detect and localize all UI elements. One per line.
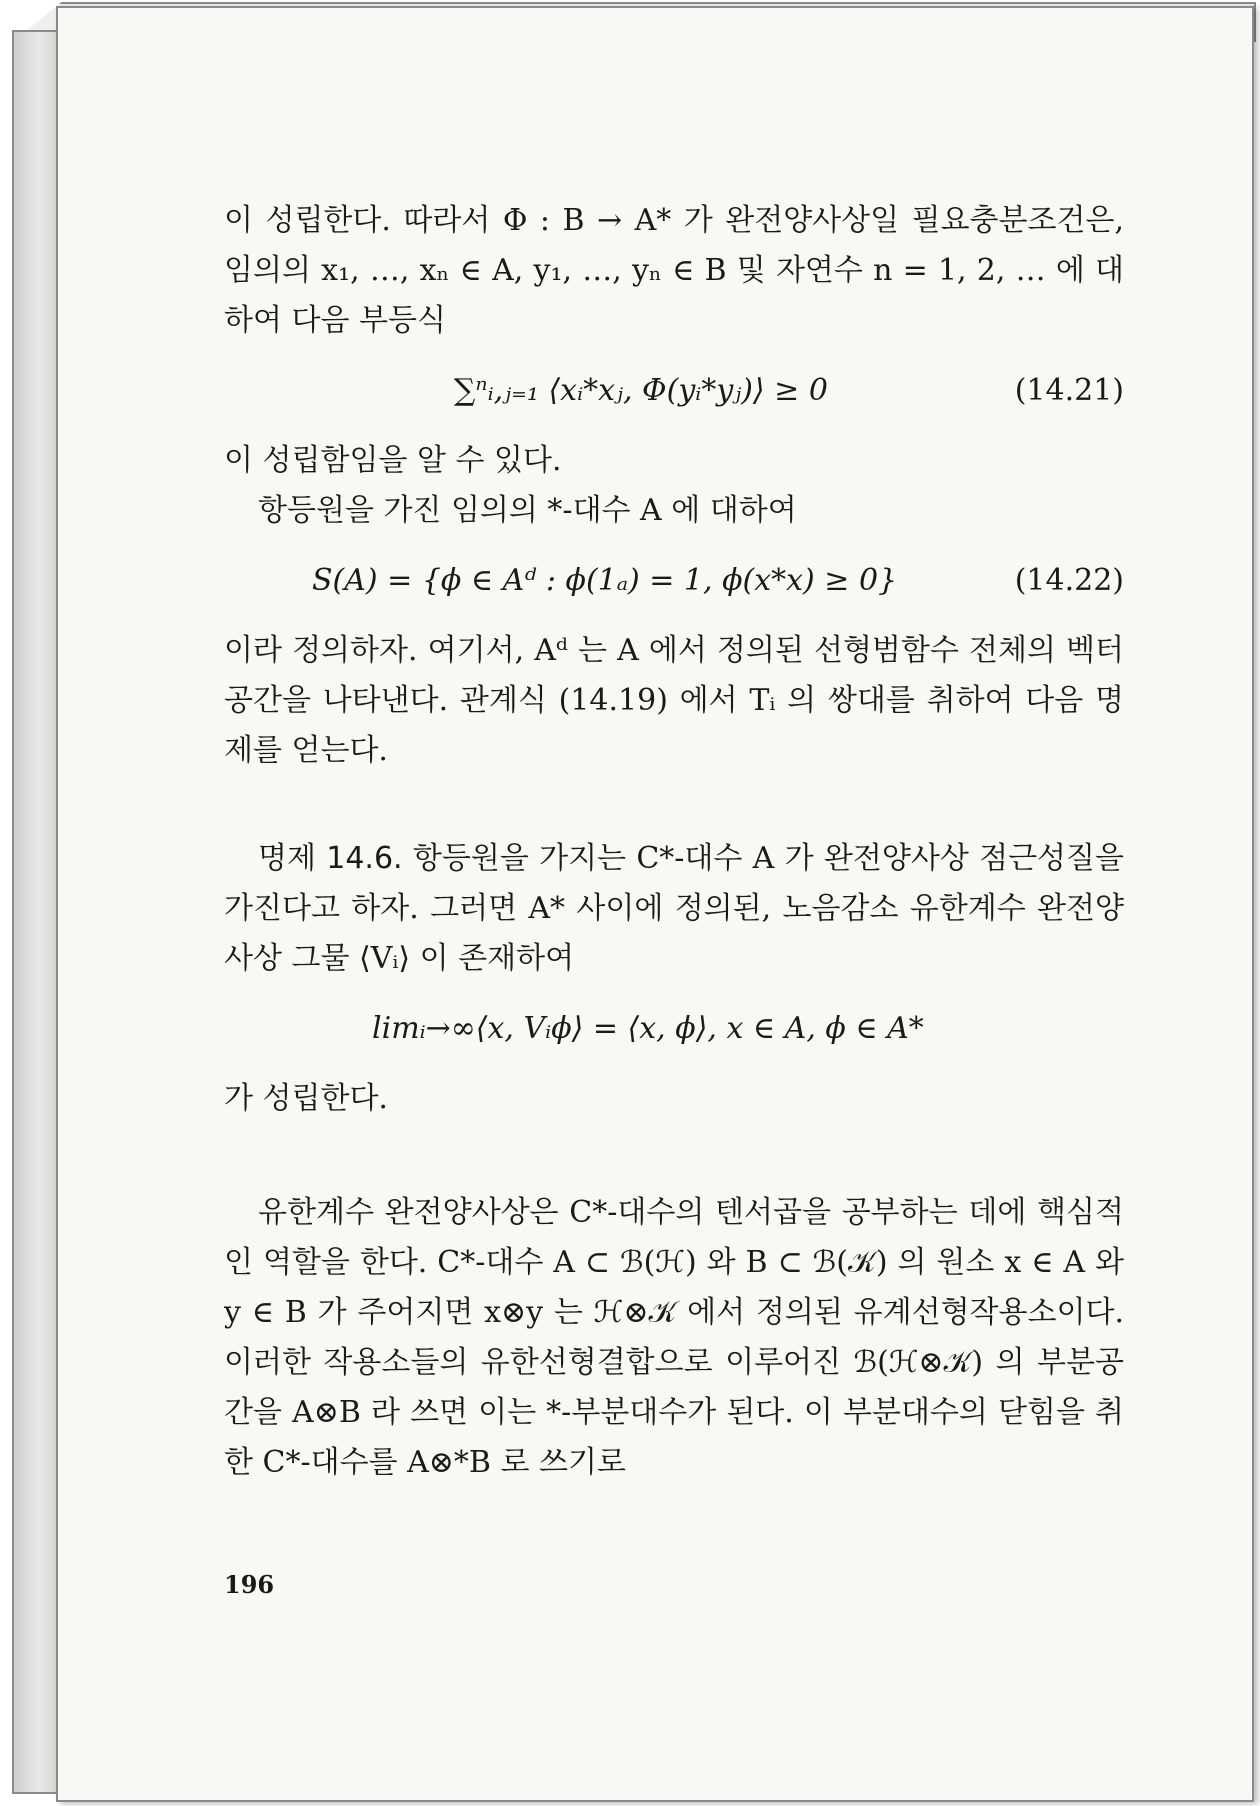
- paragraph-4: 이라 정의하자. 여기서, Aᵈ 는 A 에서 정의된 선형범함수 전체의 벡터공간을 나타낸다. 관계식 (14.19) 에서 Tᵢ 의 쌍대를 취하여 다음 명제를 얻는다.: [224, 633, 1124, 768]
- formula-14-22: [224, 536, 1124, 626]
- formula-14-22-number: (14.22): [1014, 563, 1124, 598]
- page-number: 196: [224, 1570, 275, 1599]
- paragraph-2: 이 성립함임을 알 수 있다.: [224, 443, 562, 478]
- formula-14-21-number: (14.21): [1014, 373, 1124, 408]
- formula-14-21-body: ∑ⁿᵢ,ⱼ₌₁ ⟨xᵢ*xⱼ, Φ(yᵢ*yⱼ)⟩ ≥ 0: [454, 373, 828, 408]
- formula-14-21: [224, 346, 1124, 436]
- book-edge-left: [12, 30, 58, 1794]
- paragraph-3: 항등원을 가진 임의의 *-대수 A 에 대하여: [258, 493, 797, 528]
- paragraph-5: 가 성립한다.: [224, 1081, 388, 1116]
- proposition-label: 명제 14.6.: [258, 841, 403, 876]
- proposition-text: 항등원을 가지는 C*-대수 A 가 완전양사상 점근성질을 가진다고 하자. 그러면 A* 사이에 정의된, 노음감소 유한계수 완전양사상 그물 ⟨Vᵢ⟩ 이 존재하여: [224, 841, 1124, 976]
- formula-14-22-body: S(A) = {ϕ ∈ Aᵈ : ϕ(1ₐ) = 1, ϕ(x*x) ≥ 0}: [312, 563, 898, 598]
- page-content: [224, 196, 1124, 1488]
- proposition-14-6: [224, 834, 1124, 984]
- paragraph-1: 이 성립한다. 따라서 Φ : B → A* 가 완전양사상일 필요충분조건은, 임의의 x₁, …, xₙ ∈ A, y₁, …, yₙ ∈ B 및 자연수 n = 1, 2, … 에 대하여 다음 부등식: [224, 203, 1124, 338]
- formula-limit-body: limᵢ→∞⟨x, Vᵢϕ⟩ = ⟨x, ϕ⟩, x ∈ A, ϕ ∈ A*: [372, 1011, 924, 1046]
- paragraph-6: 유한계수 완전양사상은 C*-대수의 텐서곱을 공부하는 데에 핵심적인 역할을 한다. C*-대수 A ⊂ ℬ(ℋ) 와 B ⊂ ℬ(𝒦) 의 원소 x ∈ A 와 y ∈ B 가 주어지면 x⊗y 는 ℋ⊗𝒦 에서 정의된 유계선형작용소이다. 이러한 작용소들의 유한선형결합으로 이루어진 ℬ(ℋ⊗𝒦) 의 부분공간을 A⊗B 라 쓰면 이는 *-부분대수가 된다. 이 부분대수의 닫힘을 취한 C*-대수를 A⊗*B 로 쓰기로: [224, 1195, 1124, 1480]
- formula-limit: [224, 984, 1124, 1074]
